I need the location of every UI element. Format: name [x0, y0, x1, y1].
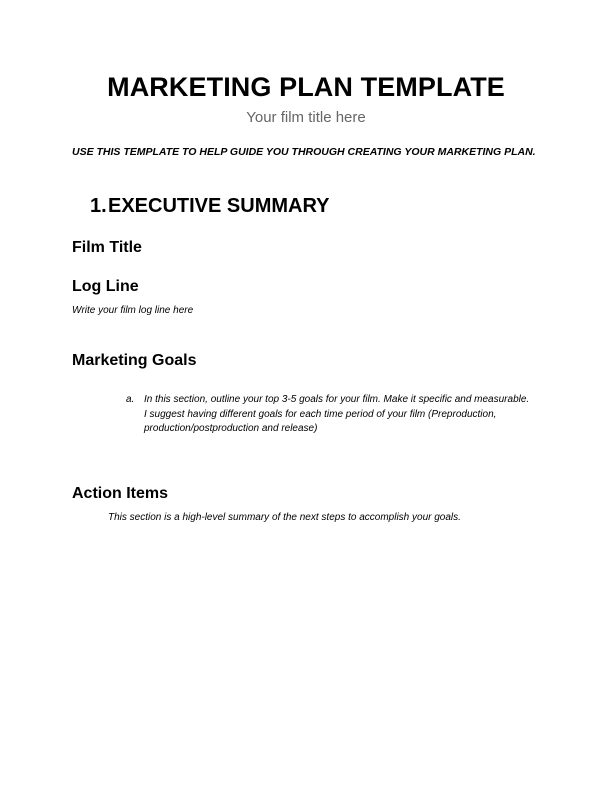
section-heading-executive-summary [90, 193, 330, 219]
document-subtitle: Your film title here [246, 109, 366, 126]
section-number: 1. [90, 195, 107, 217]
section-heading-text: EXECUTIVE SUMMARY [108, 195, 330, 217]
marketing-goals-item-text: In this section, outline your top 3-5 goals for your film. Make it specific and measurable. I suggest having different goals for each time period of your film (Preproduction, production/postproduction and release) [144, 394, 530, 434]
log-line-text: Write your film log line here [72, 305, 194, 316]
action-items-text: This section is a high-level summary of the next steps to accomplish your goals. [108, 512, 461, 523]
list-item-marker: a. [126, 394, 135, 405]
film-title-heading: Film Title [72, 239, 142, 256]
log-line-heading: Log Line [72, 278, 139, 295]
action-items-heading: Action Items [72, 485, 169, 502]
template-instructions: USE THIS TEMPLATE TO HELP GUIDE YOU THROUGH CREATING YOUR MARKETING PLAN. [72, 146, 536, 158]
document-title: MARKETING PLAN TEMPLATE [107, 72, 505, 102]
marketing-goals-heading: Marketing Goals [72, 352, 197, 369]
